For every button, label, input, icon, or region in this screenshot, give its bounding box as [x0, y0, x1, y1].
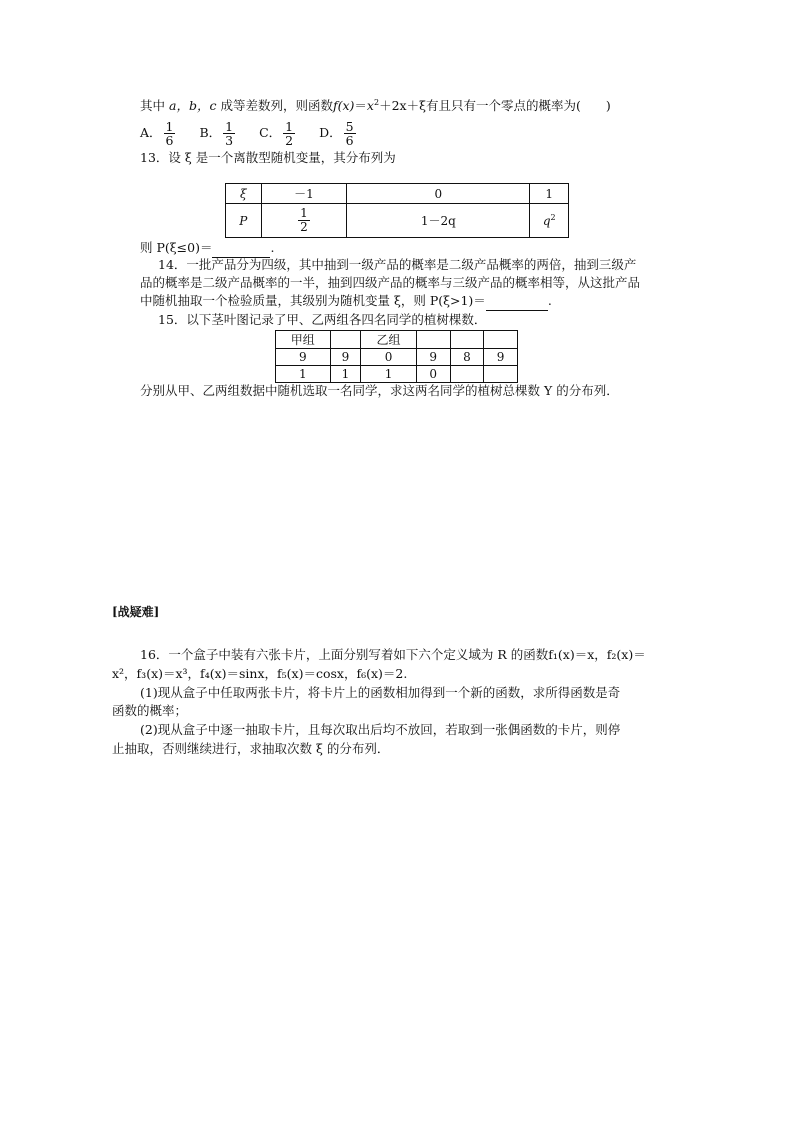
q13-answer: 则 P(ξ≤0)＝ .: [140, 239, 274, 258]
q13-distribution-table: [225, 183, 569, 238]
q16-line1: 16．一个盒子中装有六张卡片，上面分别写着如下六个定义域为 R 的函数f₁(x)＝x，f₂(x)＝: [140, 647, 646, 662]
answer-blank: [486, 292, 548, 311]
q13-title: 13．设 ξ 是一个离散型随机变量，其分布列为: [140, 150, 396, 165]
q12-stem: 其中 a，b，c 成等差数列，则函数$f(x)=x^2+2x+\xi$有且只有一个零点的概率为( ): [140, 97, 611, 113]
q14-line1: 14．一批产品分为四级，其中抽到一级产品的概率是二级产品概率的两倍，抽到三级产: [158, 257, 637, 272]
table-row: 甲组 乙组: [276, 331, 518, 349]
section-heading: [战疑难]: [112, 605, 160, 619]
option-c: C． $\frac{1}{2}$: [259, 119, 294, 148]
option-b: B． $\frac{1}{3}$: [199, 119, 234, 148]
table-row: P $\frac{1}{2}$ 1－2q $q^2$: [226, 204, 569, 238]
q12-options: [140, 118, 376, 148]
table-row: ξ －1 0 1: [226, 184, 569, 204]
q16-part2-b: 止抽取，否则继续进行，求抽取次数 ξ 的分布列．: [112, 741, 390, 756]
stem-leaf-table: [275, 330, 518, 383]
table-row: 1 1 1 0: [276, 366, 518, 383]
option-d: D． $\frac{5}{6}$: [319, 119, 354, 148]
q15-question: 分别从甲、乙两组数据中随机选取一名同学，求这两名同学的植树总棵数 Y 的分布列．: [140, 383, 619, 398]
q16-part1-b: 函数的概率；: [112, 703, 188, 718]
table-row: 9 9 0 9 8 9: [276, 349, 518, 366]
option-a: A． $\frac{1}{6}$: [140, 119, 174, 148]
q16-part1-a: (1)现从盒子中任取两张卡片，将卡片上的函数相加得到一个新的函数，求所得函数是奇: [140, 685, 621, 700]
q16-line2: x²，f₃(x)＝x³，f₄(x)＝sinx，f₅(x)＝cosx，f₆(x)＝2.: [112, 666, 408, 681]
q16-part2-a: (2)现从盒子中逐一抽取卡片，且每次取出后均不放回，若取到一张偶函数的卡片，则停: [140, 722, 621, 737]
q15-title: 15．以下茎叶图记录了甲、乙两组各四名同学的植树棵数．: [158, 312, 487, 327]
q14-line3: 中随机抽取一个检验质量，其级别为随机变量 ξ，则 P(ξ>1)＝ .: [140, 292, 552, 311]
q14-line2: 品的概率是二级产品概率的一半，抽到四级产品的概率与三级产品的概率相等，从这批产品: [140, 275, 641, 290]
